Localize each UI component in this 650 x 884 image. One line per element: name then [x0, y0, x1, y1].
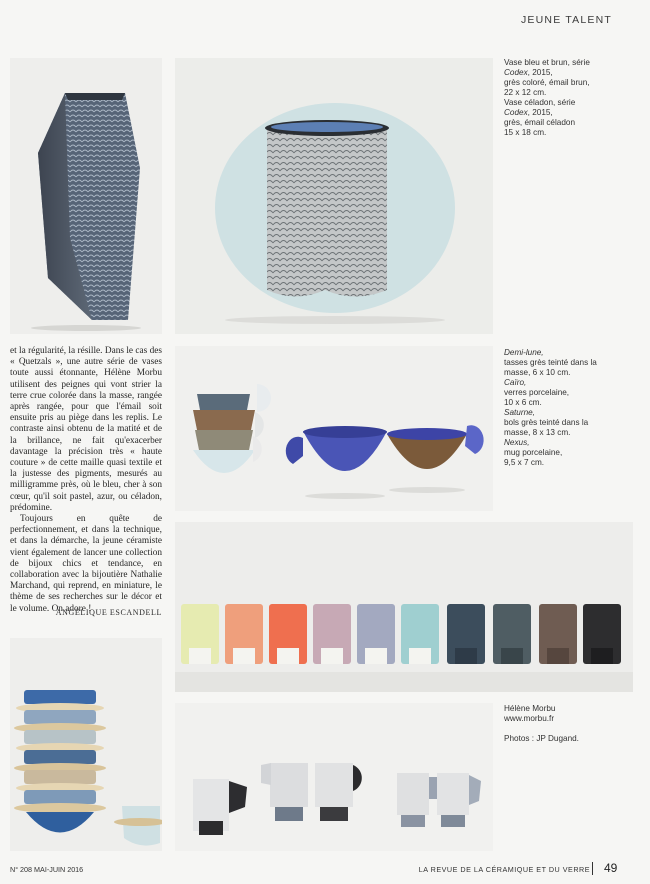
- article-paragraph: et la régularité, la résille. Dans le cas des « Quetzals », une autre série de vases toute aussi étonnante, Hélène Morbu utilisent des peignes qui vont strier la terre crue colorée dans la masse, rangée après rangée, pour que l'émail soit ensuite pris au piège dans les replis. Le contraste ainsi obtenu de la matité et de la brillance, ne fait qu'exacerber davantage la précision très « haute couture » de cette maille quasi textile et la justesse des pigments, mesurés au milligramme près, où le bleu, cher à son cœur, qu'il soit pastel, azur, ou céladon, prédomine.: [10, 346, 162, 513]
- caption-line: 9,5 x 7 cm.: [504, 458, 545, 467]
- caption-line: Vase bleu et brun, série: [504, 58, 590, 67]
- caption-cups: [504, 348, 632, 468]
- caption-series-name: Codex: [504, 108, 528, 117]
- section-title: JEUNE TALENT: [520, 14, 612, 26]
- caption-credits: [504, 704, 632, 744]
- photo-nexus-mugs: [175, 703, 493, 851]
- caption-line: , 2015,: [527, 68, 553, 77]
- caption-work-name: Demi-lune,: [504, 348, 544, 357]
- photo-cairo-glasses: [175, 522, 633, 692]
- photo-saturne-bowls: [10, 638, 162, 851]
- caption-line: Vase céladon, série: [504, 98, 576, 107]
- photo-demi-lune-cups: [175, 346, 493, 511]
- caption-work-name: Saturne,: [504, 408, 535, 417]
- page-number: 49: [604, 861, 618, 875]
- article-body: [10, 346, 162, 615]
- caption-vases: [504, 58, 632, 138]
- caption-work-name: Nexus,: [504, 438, 530, 447]
- footer-magazine-name: LA REVUE DE LA CÉRAMIQUE ET DU VERRE: [418, 865, 590, 874]
- footer-issue: N° 208 MAI-JUIN 2016: [10, 865, 84, 874]
- caption-line: grès coloré, émail brun,: [504, 78, 590, 87]
- caption-work-name: Caïro,: [504, 378, 527, 387]
- caption-line: 22 x 12 cm.: [504, 88, 547, 97]
- caption-line: mug porcelaine,: [504, 448, 563, 457]
- artist-name: Hélène Morbu: [504, 704, 556, 713]
- article-author: ANGÉLIQUE ESCANDELL: [55, 608, 162, 617]
- photo-credit: Photos : JP Dugand.: [504, 734, 579, 743]
- footer-divider: [592, 862, 593, 875]
- caption-line: grès, émail céladon: [504, 118, 575, 127]
- caption-line: 10 x 6 cm.: [504, 398, 542, 407]
- photo-vase-celadon: [175, 58, 493, 334]
- caption-line: , 2015,: [527, 108, 553, 117]
- article-paragraph: Toujours en quête de perfectionnement, et dans la technique, et dans la démarche, la jeune céramiste vient également de lancer une collection de bijoux chics et tendance, en collaboration avec la bijoutière Nathalie Marchand, qui reprend, en miniature, le thème de ses recherches sur le décor et le volume. On adore !: [10, 514, 162, 614]
- photo-vase-tall: [10, 58, 162, 334]
- caption-line: 15 x 18 cm.: [504, 128, 547, 137]
- caption-line: bols grès teinté dans la: [504, 418, 589, 427]
- caption-line: masse, 6 x 10 cm.: [504, 368, 571, 377]
- caption-line: tasses grès teinté dans la: [504, 358, 597, 367]
- caption-series-name: Codex: [504, 68, 528, 77]
- caption-line: verres porcelaine,: [504, 388, 570, 397]
- artist-website: www.morbu.fr: [504, 714, 555, 723]
- caption-line: masse, 8 x 13 cm.: [504, 428, 571, 437]
